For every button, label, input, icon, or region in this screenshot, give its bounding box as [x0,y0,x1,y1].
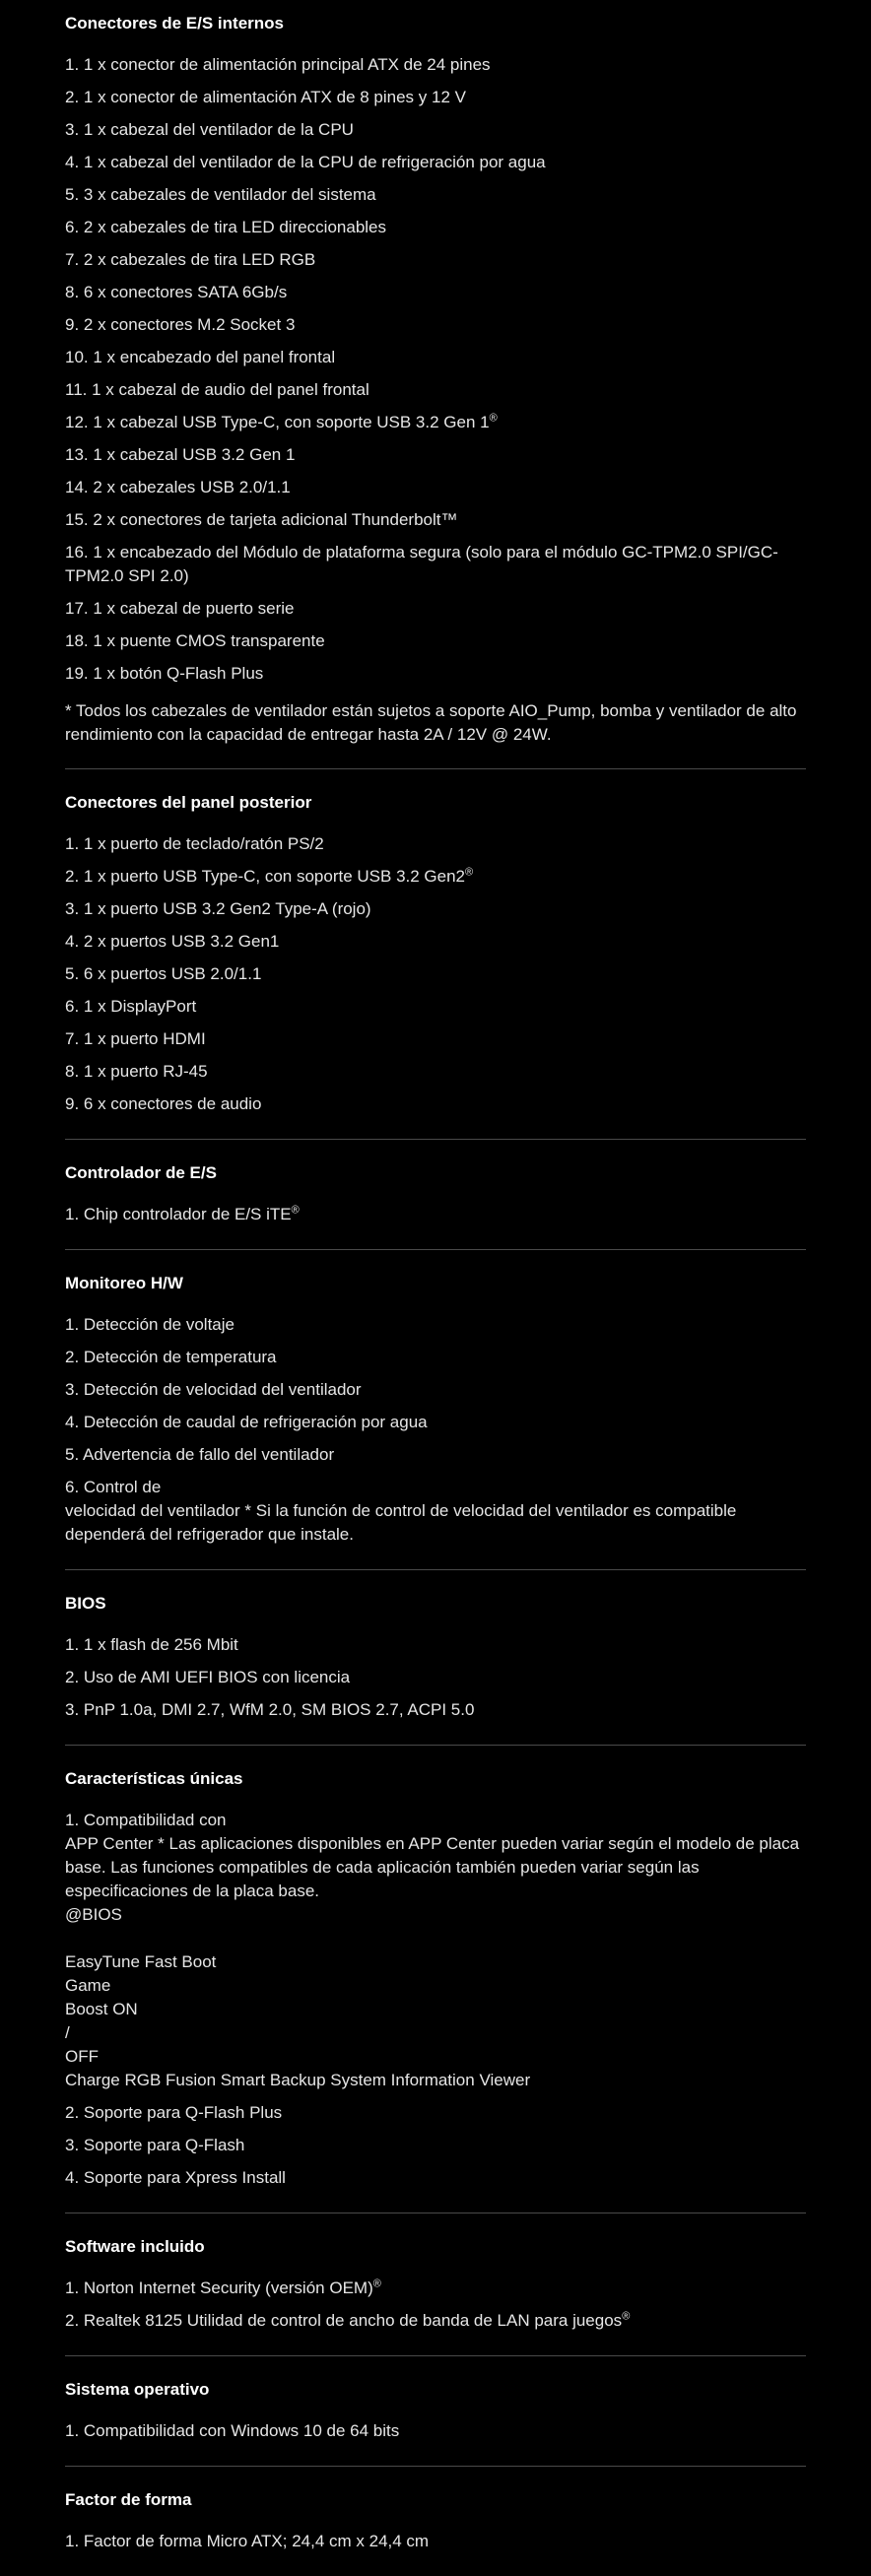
list-item: 2. 1 x conector de alimentación ATX de 8 pines y 12 V [65,88,466,106]
fan-header-note: * Todos los cabezales de ventilador están sujetos a soporte AIO_Pump, bomba y ventilador de alto rendimiento con la capacidad de entregar hasta 2A / 12V @ 24W. [65,701,797,744]
list-item: 4. 2 x puertos USB 3.2 Gen1 [65,932,280,951]
registered-mark: ® [372,2278,381,2290]
app-list-block: EasyTune Fast Boot Game Boost ON / OFF Charge RGB Fusion Smart Backup System Information Viewer [65,1952,531,2089]
list-item: 8. 6 x conectores SATA 6Gb/s [65,283,288,301]
list-item: 8. 1 x puerto RJ-45 [65,1062,208,1081]
list-item: 3. PnP 1.0a, DMI 2.7, WfM 2.0, SM BIOS 2.7, ACPI 5.0 [65,1700,475,1719]
list-item: 13. 1 x cabezal USB 3.2 Gen 1 [65,445,296,464]
registered-mark: ® [489,412,498,425]
list-item: 10. 1 x encabezado del panel frontal [65,348,336,366]
list-item: 2. Detección de temperatura [65,1348,277,1366]
section-title: Sistema operativo [65,2380,210,2399]
registered-mark: ® [465,866,474,879]
section-title: Factor de forma [65,2490,192,2509]
section-back-panel [65,793,806,1140]
section-io-controller [65,1163,806,1250]
list-item: 1. Detección de voltaje [65,1315,234,1334]
list-item-text: 2. 1 x puerto USB Type-C, con soporte USB 3.2 Gen2 [65,867,466,886]
list-item: 1. 1 x puerto de teclado/ratón PS/2 [65,834,324,853]
section-title: Software incluido [65,2237,205,2256]
list-item: 1. Compatibilidad con Windows 10 de 64 bits [65,2421,400,2440]
list-item: 4. Soporte para Xpress Install [65,2168,286,2187]
section-bundled-software [65,2237,806,2356]
list-item: 6. 2 x cabezales de tira LED direccionables [65,218,387,236]
list-item: 3. Detección de velocidad del ventilador [65,1380,362,1399]
list-item: 2. Uso de AMI UEFI BIOS con licencia [65,1668,351,1686]
list-item: 18. 1 x puente CMOS transparente [65,631,325,650]
list-item: 4. Detección de caudal de refrigeración por agua [65,1413,428,1431]
list-item: 6. 1 x DisplayPort [65,997,197,1016]
list-item: 14. 2 x cabezales USB 2.0/1.1 [65,478,291,496]
section-title: Monitoreo H/W [65,1274,183,1292]
list-item [65,1203,806,1226]
list-item: 15. 2 x conectores de tarjeta adicional Thunderbolt™ [65,510,458,529]
list-item: 9. 6 x conectores de audio [65,1094,262,1113]
list-item: 1. 1 x conector de alimentación principal ATX de 24 pines [65,55,491,74]
list-item: 16. 1 x encabezado del Módulo de plataforma segura (solo para el módulo GC-TPM2.0 SPI/GC-TPM2.0 SPI 2.0) [65,543,778,585]
list-item [65,411,806,434]
section-title: Controlador de E/S [65,1163,217,1182]
registered-mark: ® [291,1204,300,1217]
list-item: 19. 1 x botón Q-Flash Plus [65,664,264,683]
list-item: 2. Soporte para Q-Flash Plus [65,2103,283,2122]
list-item-text: 1. Chip controlador de E/S iTE [65,1205,292,1223]
list-item-text: 2. Realtek 8125 Utilidad de control de ancho de banda de LAN para juegos [65,2311,623,2330]
list-item [65,865,806,889]
section-hw-monitor [65,1274,806,1570]
list-item: 3. Soporte para Q-Flash [65,2136,245,2154]
section-bios [65,1594,806,1746]
list-item-text: 1. Norton Internet Security (versión OEM) [65,2279,373,2297]
section-internal-io [65,14,806,769]
section-operating-system [65,2380,806,2467]
section-form-factor [65,2490,806,2576]
list-item: 7. 1 x puerto HDMI [65,1029,206,1048]
app-center-block: 1. Compatibilidad con APP Center * Las aplicaciones disponibles en APP Center pueden variar según el modelo de placa base. Las funciones compatibles de cada aplicación también pueden variar según las especificaciones de la placa base. @BIOS [65,1811,800,1924]
list-item: 5. 3 x cabezales de ventilador del sistema [65,185,376,204]
list-item: 5. 6 x puertos USB 2.0/1.1 [65,964,262,983]
section-title: Conectores de E/S internos [65,14,284,33]
list-item [65,2277,806,2300]
list-item: 6. Control de velocidad del ventilador * Si la función de control de velocidad del ventilador es compatible dependerá del refrigerador que instale. [65,1478,737,1544]
list-item: 3. 1 x puerto USB 3.2 Gen2 Type-A (rojo) [65,899,371,918]
list-item [65,2309,806,2333]
registered-mark: ® [622,2310,631,2323]
list-item: 5. Advertencia de fallo del ventilador [65,1445,335,1464]
list-item: 3. 1 x cabezal del ventilador de la CPU [65,120,354,139]
list-item: 9. 2 x conectores M.2 Socket 3 [65,315,296,334]
list-item: 1. Factor de forma Micro ATX; 24,4 cm x 24,4 cm [65,2532,430,2550]
section-title: BIOS [65,1594,106,1613]
list-item-text: 12. 1 x cabezal USB Type-C, con soporte USB 3.2 Gen 1 [65,413,490,431]
list-item: 7. 2 x cabezales de tira LED RGB [65,250,316,269]
list-item: 1. 1 x flash de 256 Mbit [65,1635,238,1654]
section-title: Características únicas [65,1769,243,1788]
spacer [65,1927,806,1950]
list-item: 17. 1 x cabezal de puerto serie [65,599,295,618]
section-unique-features [65,1769,806,2213]
list-item: 11. 1 x cabezal de audio del panel frontal [65,380,369,399]
section-title: Conectores del panel posterior [65,793,312,812]
list-item: 4. 1 x cabezal del ventilador de la CPU de refrigeración por agua [65,153,546,171]
